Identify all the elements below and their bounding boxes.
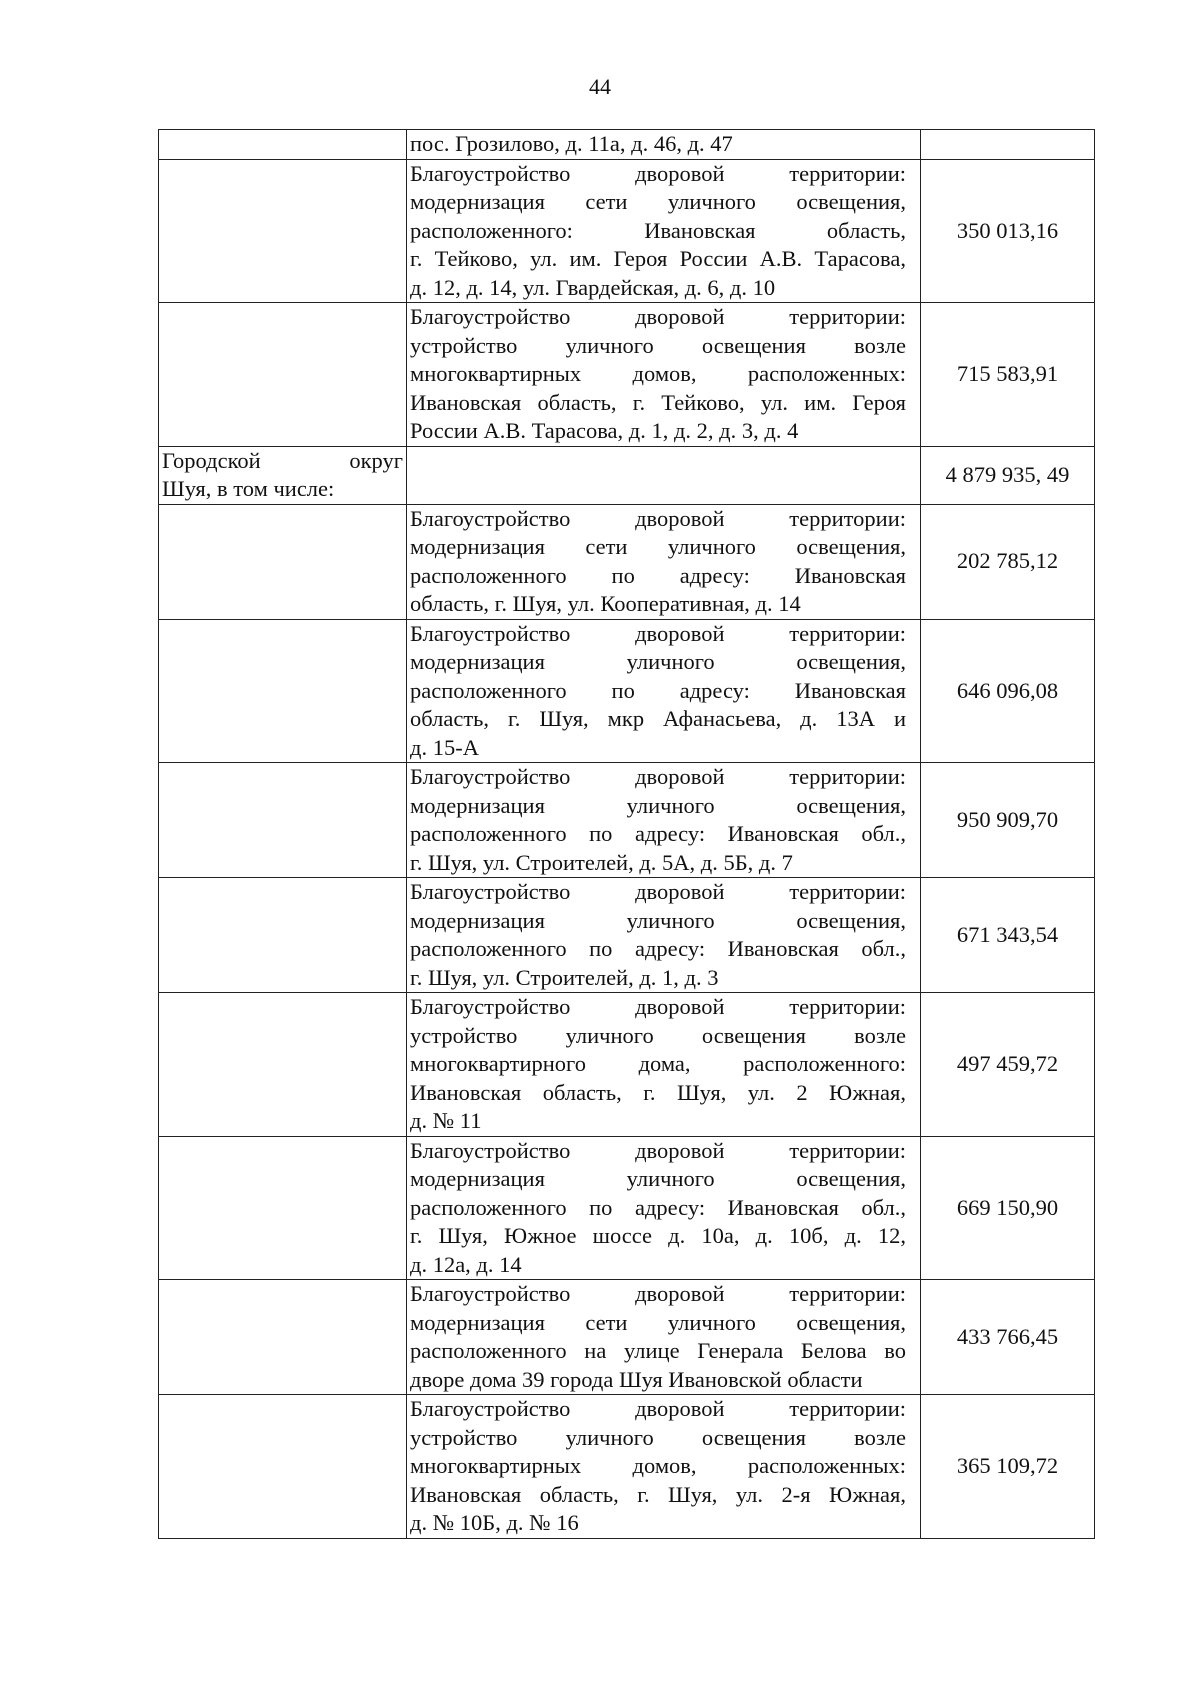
description-cell — [407, 130, 921, 160]
description-line: многоквартирного дома, расположенного: — [410, 1051, 906, 1076]
description-cell — [407, 1280, 921, 1395]
description-line: модернизация уличного освещения, — [410, 1166, 906, 1191]
amount-cell: 646 096,08 — [921, 619, 1095, 763]
description-line: д. 12а, д. 14 — [410, 1251, 522, 1277]
table-row — [159, 130, 1095, 160]
description-line: Ивановская область, г. Тейково, ул. им. Героя — [410, 389, 906, 415]
table-row — [159, 504, 1095, 619]
description-cell — [407, 878, 921, 993]
table-row — [159, 993, 1095, 1137]
description-line: дворе дома 39 города Шуя Ивановской области — [410, 1366, 863, 1392]
description-cell — [407, 159, 921, 303]
description-line: Благоустройство дворовой территории: — [410, 505, 906, 531]
description-line: расположенного по адресу: Ивановская обл., — [410, 821, 906, 846]
description-cell — [407, 303, 921, 447]
description-cell — [407, 504, 921, 619]
table-row — [159, 1280, 1095, 1395]
municipality-cell — [159, 1136, 407, 1280]
description-cell — [407, 1395, 921, 1539]
description-line: модернизация сети уличного освещения, — [410, 189, 906, 214]
description-line: многоквартирных домов, расположенных: — [410, 1453, 906, 1478]
description-line: устройство уличного освещения возле — [410, 1022, 906, 1048]
description-line: г. Шуя, ул. Строителей, д. 5А, д. 5Б, д. 7 — [410, 849, 793, 875]
description-line: Благоустройство дворовой территории: — [410, 304, 906, 329]
description-line: расположенного по адресу: Ивановская обл., — [410, 1194, 906, 1220]
description-line: область, г. Шуя, мкр Афанасьева, д. 13А и — [410, 706, 906, 731]
description-line: д. 15-А — [410, 734, 479, 760]
municipality-line: Городской округ — [162, 447, 403, 473]
amount-cell: 365 109,72 — [921, 1395, 1095, 1539]
improvement-table — [158, 129, 1095, 1539]
amount-cell: 202 785,12 — [921, 504, 1095, 619]
description-line: модернизация уличного освещения, — [410, 792, 906, 818]
amount-cell: 950 909,70 — [921, 763, 1095, 878]
table-body — [159, 130, 1095, 1539]
description-cell — [407, 446, 921, 504]
municipality-cell — [159, 1395, 407, 1539]
table-row — [159, 159, 1095, 303]
description-line: расположенного по адресу: Ивановская — [410, 562, 906, 588]
municipality-cell — [159, 1280, 407, 1395]
description-line: расположенного на улице Генерала Белова во — [410, 1338, 906, 1363]
amount-cell: 350 013,16 — [921, 159, 1095, 303]
description-line: расположенного по адресу: Ивановская обл., — [410, 936, 906, 961]
description-line: г. Тейково, ул. им. Героя России А.В. Тарасова, — [410, 246, 906, 271]
description-line: Ивановская область, г. Шуя, ул. 2-я Южная, — [410, 1481, 906, 1507]
table-row — [159, 878, 1095, 993]
municipality-cell — [159, 446, 407, 504]
amount-cell — [921, 130, 1095, 160]
description-line: Благоустройство дворовой территории: — [410, 994, 906, 1019]
description-line: Благоустройство дворовой территории: — [410, 1396, 906, 1421]
description-cell — [407, 763, 921, 878]
table-row — [159, 303, 1095, 447]
description-line: пос. Грозилово, д. 11а, д. 46, д. 47 — [410, 131, 733, 156]
description-line: д. № 10Б, д. № 16 — [410, 1510, 579, 1535]
municipality-cell — [159, 504, 407, 619]
table-row — [159, 1136, 1095, 1280]
amount-cell: 497 459,72 — [921, 993, 1095, 1137]
municipality-cell — [159, 878, 407, 993]
amount-cell: 4 879 935, 49 — [921, 446, 1095, 504]
table-row — [159, 446, 1095, 504]
description-line: д. 12, д. 14, ул. Гвардейская, д. 6, д. 10 — [410, 274, 776, 300]
description-line: Ивановская область, г. Шуя, ул. 2 Южная, — [410, 1079, 906, 1105]
table-row — [159, 1395, 1095, 1539]
municipality-cell — [159, 130, 407, 160]
description-line: устройство уличного освещения возле — [410, 332, 906, 358]
description-cell — [407, 993, 921, 1137]
table-row — [159, 619, 1095, 763]
description-line: г. Шуя, ул. Строителей, д. 1, д. 3 — [410, 964, 719, 990]
description-line: расположенного: Ивановская область, — [410, 217, 906, 243]
table-row — [159, 763, 1095, 878]
description-line: Благоустройство дворовой территории: — [410, 620, 906, 646]
description-line: многоквартирных домов, расположенных: — [410, 361, 906, 386]
municipality-line: Шуя, в том числе: — [162, 476, 335, 501]
description-line: модернизация сети уличного освещения, — [410, 1309, 906, 1335]
municipality-cell — [159, 763, 407, 878]
description-line: Благоустройство дворовой территории: — [410, 879, 906, 904]
amount-cell: 433 766,45 — [921, 1280, 1095, 1395]
description-line: модернизация уличного освещения, — [410, 649, 906, 674]
description-line: расположенного по адресу: Ивановская — [410, 677, 906, 703]
municipality-cell — [159, 159, 407, 303]
description-line: Благоустройство дворовой территории: — [410, 1281, 906, 1306]
amount-cell: 669 150,90 — [921, 1136, 1095, 1280]
description-line: д. № 11 — [410, 1108, 482, 1133]
municipality-cell — [159, 303, 407, 447]
amount-cell: 715 583,91 — [921, 303, 1095, 447]
description-line: Благоустройство дворовой территории: — [410, 764, 906, 789]
description-line: Благоустройство дворовой территории: — [410, 1137, 906, 1163]
description-line: Благоустройство дворовой территории: — [410, 160, 906, 186]
description-cell — [407, 1136, 921, 1280]
description-line: область, г. Шуя, ул. Кооперативная, д. 14 — [410, 591, 801, 616]
description-line: г. Шуя, Южное шоссе д. 10а, д. 10б, д. 12, — [410, 1223, 906, 1248]
municipality-cell — [159, 993, 407, 1137]
description-cell — [407, 619, 921, 763]
municipality-cell — [159, 619, 407, 763]
description-line: России А.В. Тарасова, д. 1, д. 2, д. 3, д. 4 — [410, 418, 799, 443]
amount-cell: 671 343,54 — [921, 878, 1095, 993]
description-line: модернизация уличного освещения, — [410, 907, 906, 933]
description-line: устройство уличного освещения возле — [410, 1424, 906, 1450]
description-line: модернизация сети уличного освещения, — [410, 534, 906, 559]
page-number: 44 — [589, 74, 611, 99]
